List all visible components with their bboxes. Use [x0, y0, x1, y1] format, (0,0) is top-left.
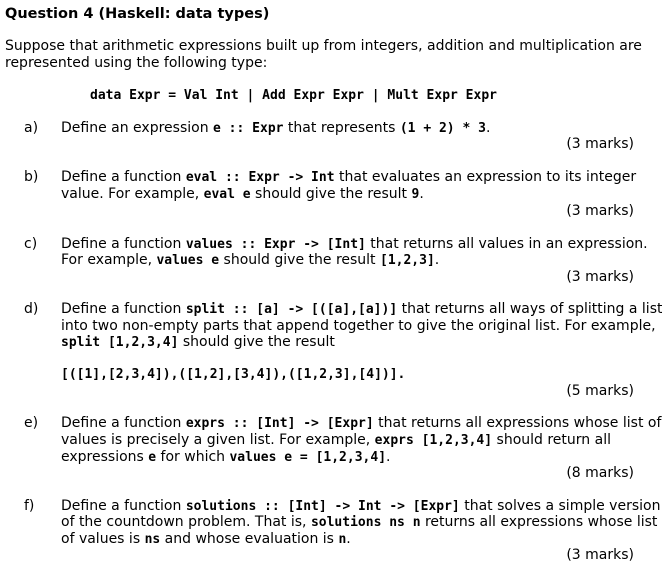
- datatype-declaration: data Expr = Val Int | Add Expr Expr | Mult Expr Expr: [90, 88, 497, 103]
- part-b-line-1: Define a function eval :: Expr -> Int that evaluates an expression to its integer: [61, 169, 637, 185]
- part-d-result: [([1],[2,3,4]),([1,2],[3,4]),([1,2,3],[4])].: [61, 367, 406, 382]
- part-d-label: d): [24, 301, 39, 317]
- part-f-line-2: of the countdown problem. That is, solutions ns n returns all expressions whose list: [61, 514, 658, 530]
- part-d-marks: (5 marks): [566, 383, 634, 399]
- part-a-marks: (3 marks): [566, 136, 634, 152]
- part-e-line-2: values is precisely a given list. For example, exprs [1,2,3,4] should return all: [61, 432, 611, 448]
- intro-line-1: Suppose that arithmetic expressions built up from integers, addition and multiplication are: [5, 38, 642, 54]
- part-f-line-3: of values is ns and whose evaluation is n.: [61, 531, 351, 547]
- part-d-line-3: split [1,2,3,4] should give the result: [61, 334, 335, 350]
- part-e-line-1: Define a function exprs :: [Int] -> [Expr] that returns all expressions whose list of: [61, 415, 662, 431]
- part-c-line-2: For example, values e should give the result [1,2,3].: [61, 252, 440, 268]
- part-f-line-1: Define a function solutions :: [Int] -> Int -> [Expr] that solves a simple version: [61, 498, 661, 514]
- part-f-label: f): [24, 498, 35, 514]
- part-c-line-1: Define a function values :: Expr -> [Int] that returns all values in an expression.: [61, 236, 648, 252]
- part-c-marks: (3 marks): [566, 269, 634, 285]
- question-title: Question 4 (Haskell: data types): [5, 6, 270, 22]
- part-d-line-2: into two non-empty parts that append together to give the original list. For example,: [61, 318, 656, 334]
- part-d-line-1: Define a function split :: [a] -> [([a],[a])] that returns all ways of splitting a list: [61, 301, 662, 317]
- part-a-line-1: Define an expression e :: Expr that represents (1 + 2) * 3.: [61, 120, 491, 136]
- intro-line-2: represented using the following type:: [5, 55, 268, 71]
- part-e-line-3: expressions e for which values e = [1,2,3,4].: [61, 449, 391, 465]
- part-a-label: a): [24, 120, 39, 136]
- part-b-marks: (3 marks): [566, 203, 634, 219]
- part-f-marks: (3 marks): [566, 547, 634, 563]
- part-b-label: b): [24, 169, 39, 185]
- part-c-label: c): [24, 236, 38, 252]
- part-b-line-2: value. For example, eval e should give the result 9.: [61, 186, 424, 202]
- part-e-marks: (8 marks): [566, 465, 634, 481]
- part-e-label: e): [24, 415, 39, 431]
